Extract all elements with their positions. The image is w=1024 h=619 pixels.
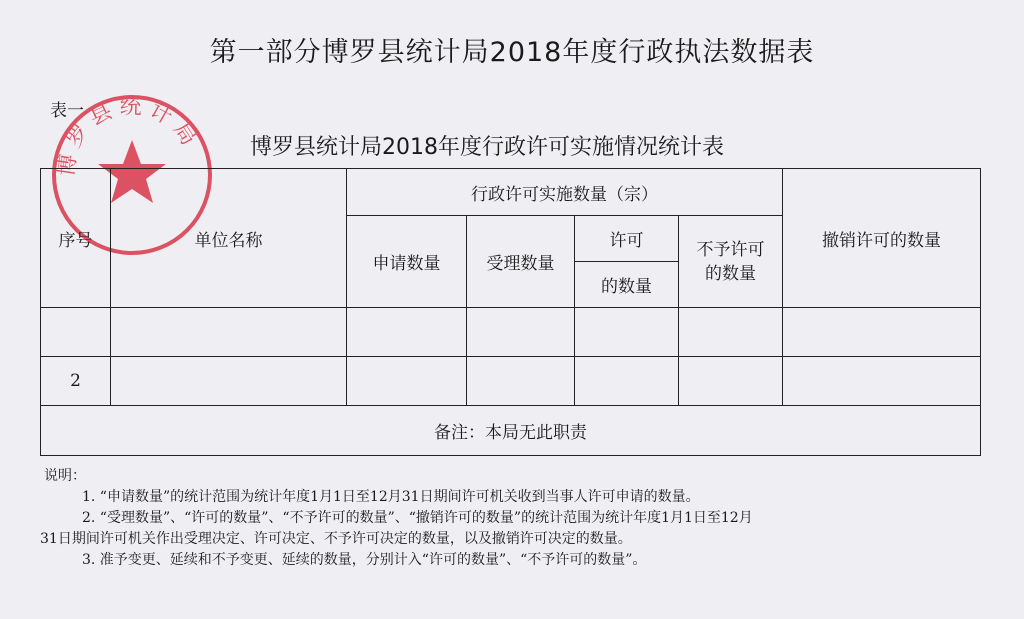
row-unit: [111, 308, 347, 357]
row-apply: [347, 357, 467, 406]
row-accept: [467, 308, 575, 357]
row-permit: [575, 357, 679, 406]
header-seq: 序号: [41, 169, 111, 308]
row-revoke: [783, 357, 981, 406]
row-unit: [111, 357, 347, 406]
header-permit-group: 行政许可实施数量（宗）: [347, 169, 783, 216]
row-permit: [575, 308, 679, 357]
row-deny: [679, 308, 783, 357]
note-item-2-cont: 31日期间许可机关作出受理决定、许可决定、不予许可决定的数量，以及撤销许可决定的数量。: [40, 531, 632, 547]
table-title: 博罗县统计局2018年度行政许可实施情况统计表: [250, 135, 724, 160]
svg-text:博罗县统计局: 博罗县统计局: [53, 94, 205, 178]
note-item-3: 3. 准予变更、延续和不予变更、延续的数量，分别计入“许可的数量”、“不予许可的数量”。: [82, 552, 647, 568]
row-accept: [467, 357, 575, 406]
notes-section: [40, 466, 980, 571]
row-deny: [679, 357, 783, 406]
table-number: 表一: [50, 101, 84, 121]
header-accept-count: 受理数量: [467, 216, 575, 308]
row-seq: 2: [41, 357, 111, 406]
header-revoke-count: 撤销许可的数量: [783, 169, 981, 308]
header-permit-bottom: 的数量: [575, 262, 679, 308]
table-row: [41, 357, 981, 406]
remark-row: 备注：本局无此职责: [41, 406, 981, 456]
row-apply: [347, 308, 467, 357]
table-row: [41, 308, 981, 357]
header-deny-count: [679, 216, 783, 308]
header-deny-text: 不予许可的数量: [696, 239, 765, 284]
header-permit-top: 许可: [575, 216, 679, 262]
note-item-2: 2. “受理数量”、“许可的数量”、“不予许可的数量”、“撤销许可的数量”的统计范围为统计年度1月1日至12月: [82, 510, 753, 526]
note-item-1: 1. “申请数量”的统计范围为统计年度1月1日至12月31日期间许可机关收到当事人许可申请的数量。: [82, 489, 700, 505]
permit-statistics-table: [40, 168, 981, 456]
header-unit-name: 单位名称: [111, 169, 347, 308]
row-seq: [41, 308, 111, 357]
main-title: 第一部分博罗县统计局2018年度行政执法数据表: [209, 37, 815, 68]
row-revoke: [783, 308, 981, 357]
header-apply-count: 申请数量: [347, 216, 467, 308]
notes-heading: 说明：: [44, 468, 86, 484]
